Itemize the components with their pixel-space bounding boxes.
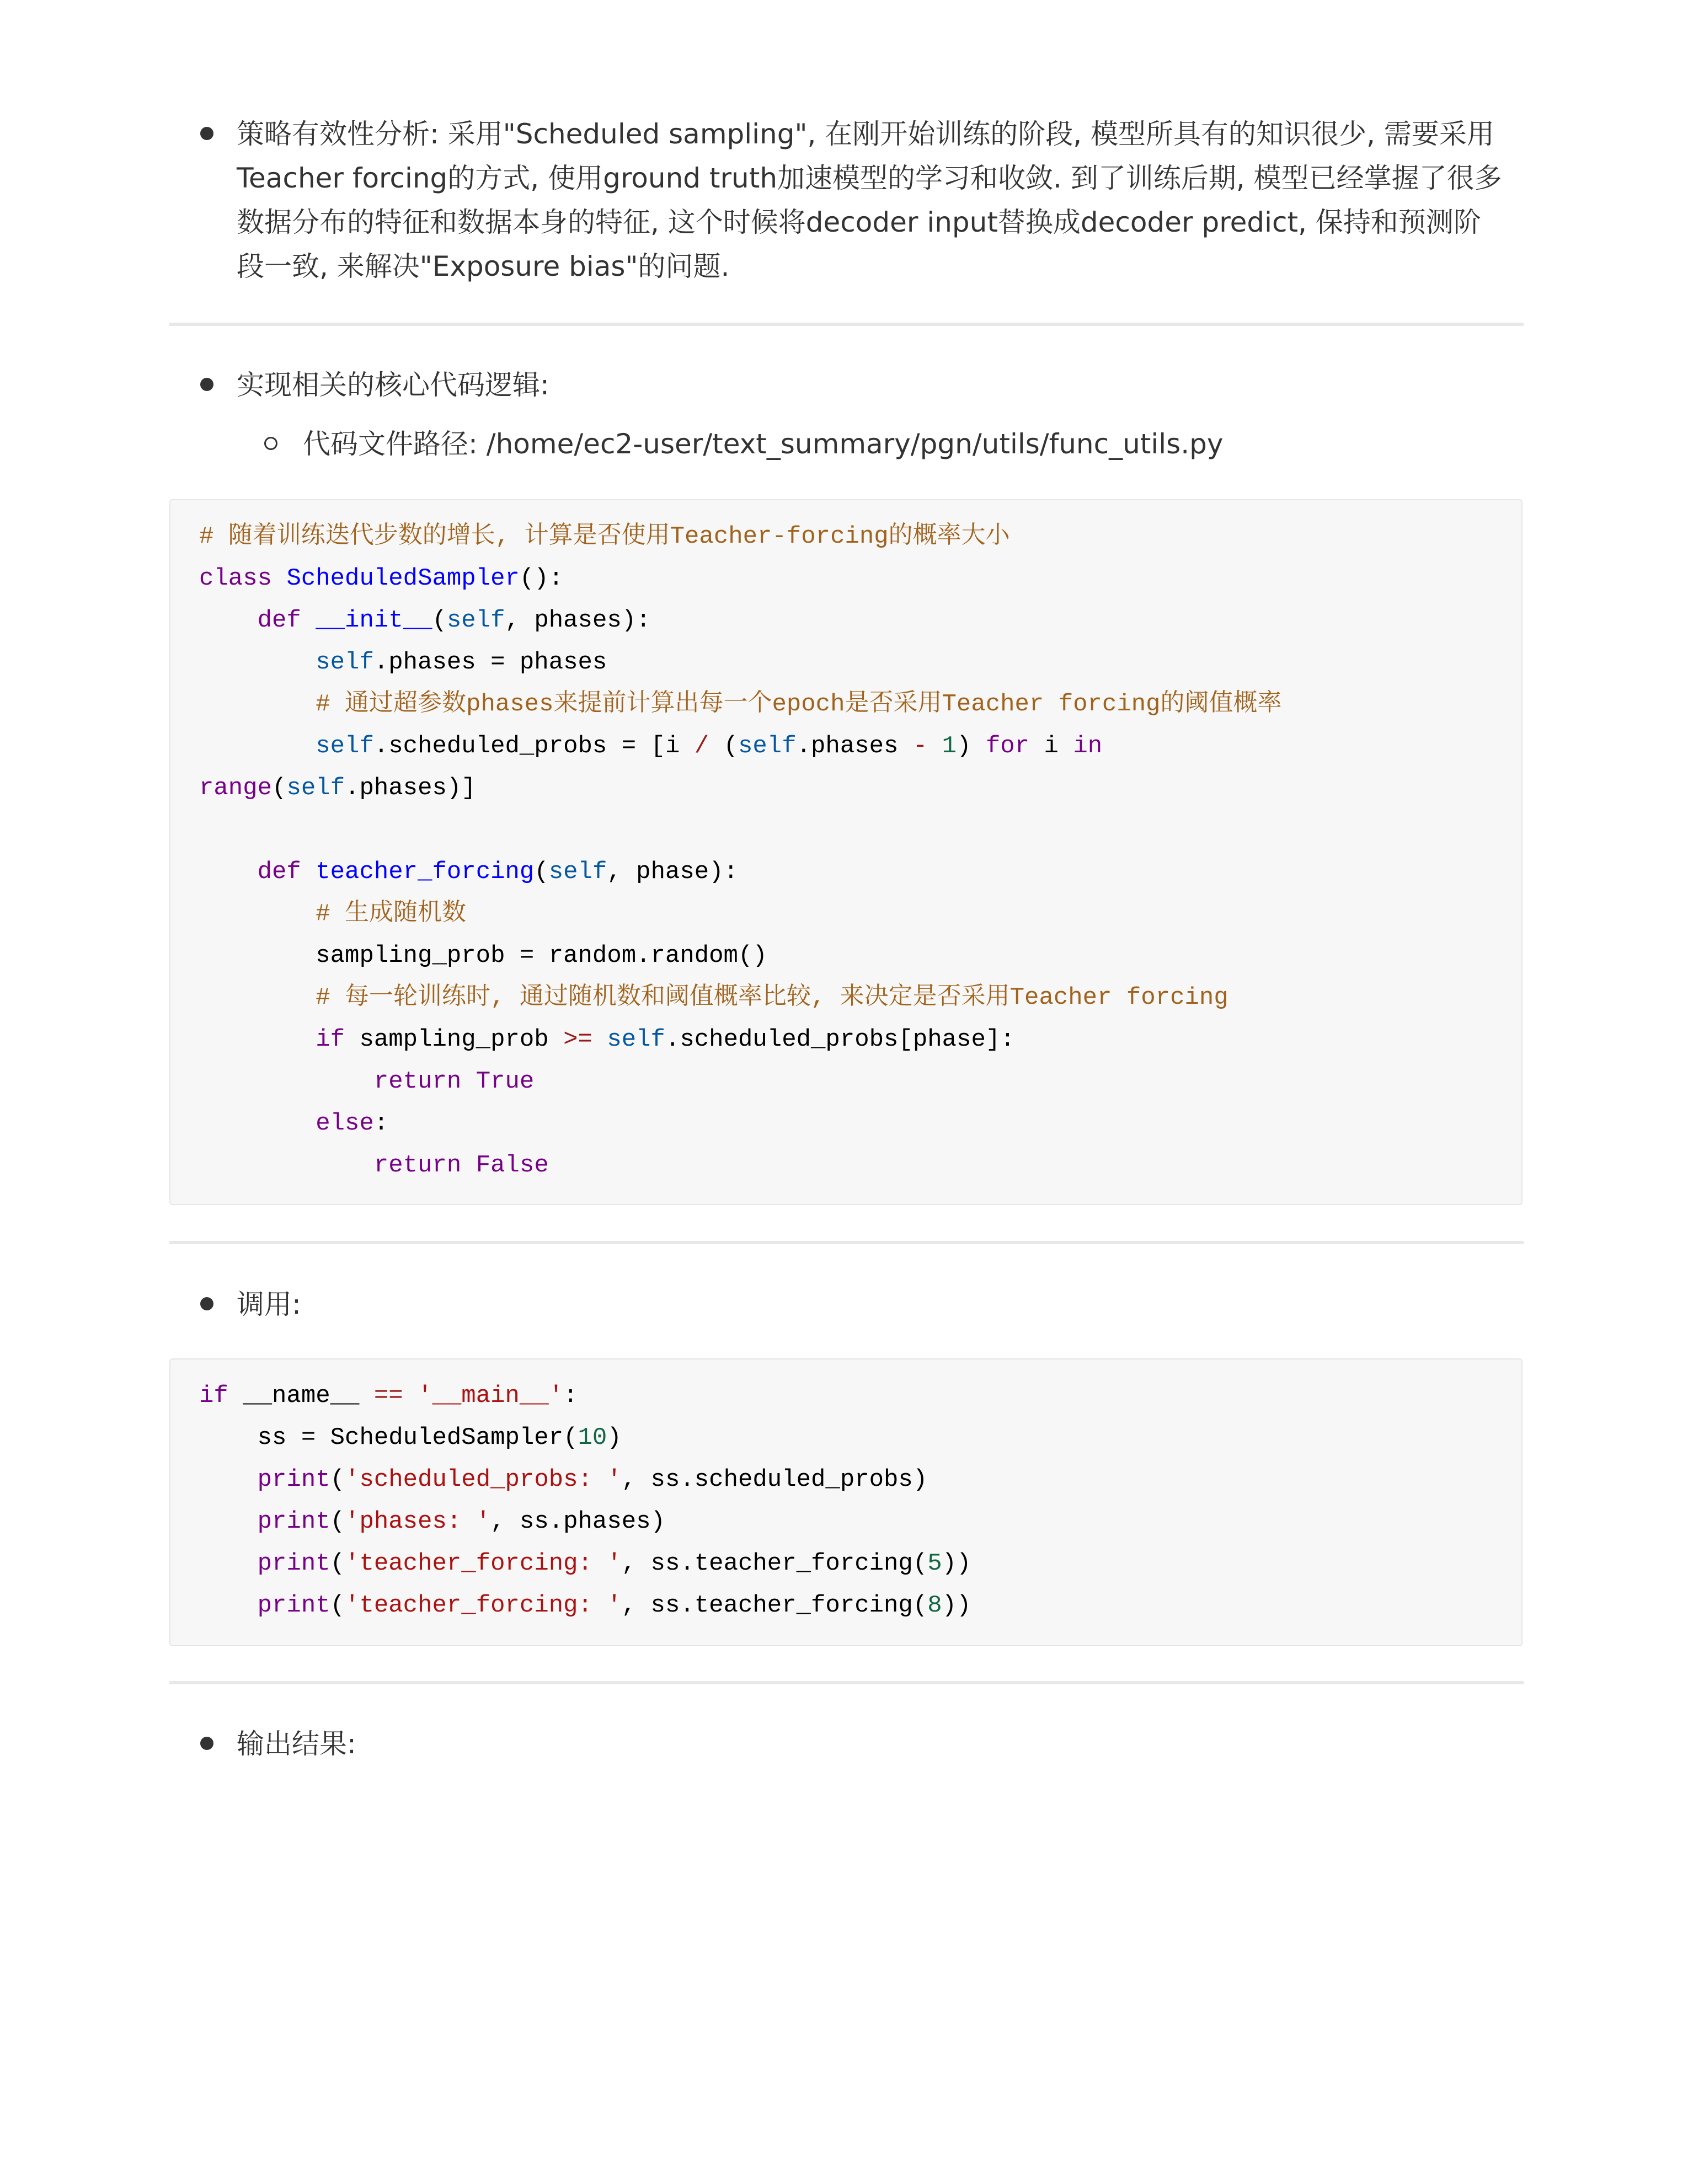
- code-line: [199, 1585, 1521, 1626]
- code-token: 10: [578, 1424, 607, 1452]
- bullet-dot-icon: [200, 1297, 213, 1310]
- code-token: [199, 1068, 374, 1095]
- code-token: (: [272, 774, 287, 802]
- code-token: ): [957, 732, 986, 760]
- code-line: [199, 1061, 1521, 1102]
- code-token: 'phases: ': [345, 1508, 491, 1535]
- code-token: print: [257, 1466, 330, 1494]
- output-label: 输出结果:: [237, 1728, 356, 1760]
- code-token: teacher_forcing: [316, 858, 535, 886]
- code-token: (: [432, 607, 447, 634]
- code-line: [199, 851, 1521, 893]
- code-line: [199, 1501, 1521, 1543]
- code-token: :: [563, 1382, 578, 1410]
- section-divider: [169, 1681, 1524, 1684]
- code-token: range: [199, 774, 273, 802]
- code-token: [199, 858, 258, 886]
- code-token: self: [316, 649, 374, 676]
- code-token: [199, 1508, 258, 1535]
- code-token: /: [694, 732, 709, 760]
- code-token: print: [257, 1592, 330, 1619]
- code-line: [199, 641, 1521, 683]
- code-token: (: [709, 732, 738, 760]
- code-token: self: [446, 607, 505, 634]
- strategy-line: 数据分布的特征和数据本身的特征, 这个时候将decoder input替换成decoder predict, 保持和预测阶: [237, 206, 1481, 238]
- strategy-line: 策略有效性分析: 采用"Scheduled sampling", 在刚开始训练的阶段, 模型所具有的知识很少, 需要采用: [237, 118, 1494, 150]
- strategy-line: 段一致, 来解决"Exposure bias"的问题.: [237, 250, 730, 282]
- code-token: [927, 732, 942, 760]
- strategy-analysis-text: [237, 112, 1591, 288]
- code-token: print: [257, 1550, 330, 1577]
- code-token: [199, 690, 316, 718]
- code-token: -: [912, 732, 928, 760]
- code-token: 1: [942, 732, 957, 760]
- code-token: class: [199, 565, 287, 592]
- code-token: self: [607, 1026, 665, 1053]
- code-token: print: [257, 1508, 330, 1535]
- code-token: if: [316, 1026, 345, 1053]
- code-token: (: [330, 1508, 345, 1535]
- code-token: , ss.teacher_forcing(: [621, 1592, 928, 1619]
- code-token: ss = ScheduledSampler(: [199, 1424, 578, 1452]
- code-line: [199, 1375, 1521, 1417]
- section-divider: [169, 323, 1524, 326]
- code-token: [403, 1382, 418, 1410]
- output-item: [169, 1722, 1591, 1766]
- code-block-main: [169, 1358, 1523, 1646]
- code-line: [199, 977, 1521, 1019]
- code-token: self: [316, 732, 374, 760]
- code-token: ): [607, 1424, 622, 1452]
- section-divider: [169, 1241, 1524, 1244]
- call-item: [169, 1282, 1591, 1326]
- code-token: ==: [373, 1382, 403, 1410]
- code-token: .phases)]: [345, 774, 476, 802]
- code-token: ():: [519, 565, 564, 592]
- code-token: # 通过超参数phases来提前计算出每一个epoch是否采用Teacher forcing的阈值概率: [316, 690, 1282, 718]
- bullet-dot-icon: [200, 127, 213, 140]
- code-token: )): [942, 1550, 971, 1577]
- code-line: [199, 558, 1521, 599]
- call-label: 调用:: [237, 1288, 301, 1320]
- code-token: 'teacher_forcing: ': [345, 1592, 622, 1619]
- code-token: [199, 1152, 374, 1179]
- sub-bullet-circle-icon: [264, 437, 277, 450]
- code-token: , ss.phases): [490, 1508, 665, 1535]
- code-path-item: [169, 422, 1657, 466]
- code-token: (: [330, 1466, 345, 1494]
- strategy-analysis-item: [169, 112, 1591, 288]
- code-line: [199, 516, 1521, 558]
- code-token: [199, 1466, 258, 1494]
- code-block-scheduled-sampler: [169, 499, 1523, 1205]
- code-token: .phases = phases: [373, 649, 607, 676]
- code-token: .scheduled_probs[phase]:: [665, 1026, 1015, 1053]
- code-token: :: [373, 1110, 389, 1137]
- code-token: False: [476, 1152, 549, 1179]
- code-token: , phases):: [505, 607, 651, 634]
- code-path-text: 代码文件路径: /home/ec2-user/text_summary/pgn/utils/func_utils.py: [303, 428, 1224, 460]
- code-token: [199, 1026, 316, 1053]
- code-token: __name__: [228, 1382, 374, 1410]
- code-token: (: [330, 1550, 345, 1577]
- code-token: [199, 732, 316, 760]
- code-token: [592, 1026, 607, 1053]
- code-token: self: [286, 774, 345, 802]
- code-token: 'teacher_forcing: ': [345, 1550, 622, 1577]
- code-token: 5: [927, 1550, 942, 1577]
- code-token: 8: [927, 1592, 942, 1619]
- code-line: [199, 893, 1521, 935]
- bullet-dot-icon: [200, 378, 213, 391]
- code-token: )): [942, 1592, 971, 1619]
- code-token: .scheduled_probs = [i: [373, 732, 695, 760]
- code-token: (: [330, 1592, 345, 1619]
- code-token: in: [1073, 732, 1103, 760]
- code-token: self: [548, 858, 607, 886]
- code-token: [199, 984, 316, 1011]
- code-line: [199, 1459, 1521, 1501]
- code-token: [199, 1550, 258, 1577]
- core-logic-label: 实现相关的核心代码逻辑:: [237, 369, 549, 401]
- code-token: [199, 649, 316, 676]
- code-token: self: [738, 732, 797, 760]
- code-token: # 每一轮训练时, 通过随机数和阈值概率比较, 来决定是否采用Teacher forcing: [316, 984, 1228, 1011]
- code-token: return: [373, 1068, 476, 1095]
- code-token: [199, 1592, 258, 1619]
- code-token: sampling_prob = random.random(): [199, 942, 767, 970]
- code-token: i: [1029, 732, 1073, 760]
- code-token: for: [985, 732, 1030, 760]
- code-token: # 随着训练迭代步数的增长, 计算是否使用Teacher-forcing的概率大小: [199, 523, 1010, 550]
- code-token: return: [373, 1152, 476, 1179]
- code-token: '__main__': [418, 1382, 564, 1410]
- code-token: >=: [563, 1026, 592, 1053]
- code-line: [199, 683, 1521, 725]
- code-token: else: [316, 1110, 374, 1137]
- strategy-line: Teacher forcing的方式, 使用ground truth加速模型的学习和收敛. 到了训练后期, 模型已经掌握了很多: [237, 162, 1502, 194]
- code-token: if: [199, 1382, 228, 1410]
- code-line: [199, 725, 1521, 767]
- code-token: , ss.teacher_forcing(: [621, 1550, 928, 1577]
- code-token: ScheduledSampler: [286, 565, 520, 592]
- code-token: [199, 607, 258, 634]
- code-token: [199, 1110, 316, 1137]
- code-line: [199, 767, 1521, 809]
- code-line: [199, 935, 1521, 977]
- code-line: [199, 1417, 1521, 1459]
- code-line: [199, 599, 1521, 641]
- code-token: def: [257, 607, 316, 634]
- code-line: [199, 1144, 1521, 1186]
- code-token: 'scheduled_probs: ': [345, 1466, 622, 1494]
- code-token: def: [257, 858, 316, 886]
- code-token: True: [476, 1068, 535, 1095]
- code-line: [199, 809, 1521, 851]
- code-token: , ss.scheduled_probs): [621, 1466, 928, 1494]
- code-line: [199, 1543, 1521, 1585]
- code-token: [199, 900, 316, 928]
- code-token: (: [534, 858, 549, 886]
- code-token: __init__: [316, 607, 432, 634]
- core-logic-item: [169, 363, 1591, 407]
- code-token: sampling_prob: [345, 1026, 564, 1053]
- code-token: # 生成随机数: [316, 900, 467, 928]
- code-token: .phases: [796, 732, 913, 760]
- code-line: [199, 1102, 1521, 1144]
- code-token: , phase):: [607, 858, 738, 886]
- code-line: [199, 1019, 1521, 1061]
- bullet-dot-icon: [200, 1737, 213, 1750]
